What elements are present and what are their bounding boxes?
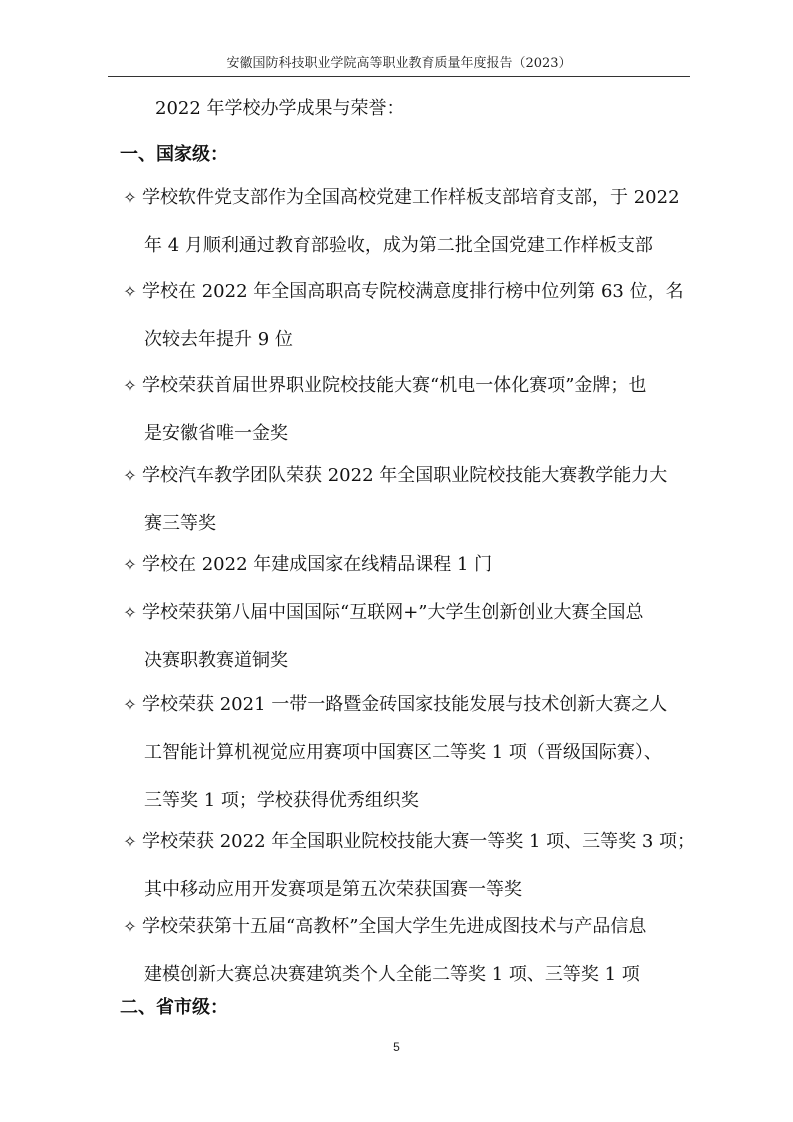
- list-item: [120, 553, 680, 577]
- section-heading-national: 一、国家级：: [120, 144, 228, 165]
- list-item-text: 年 4 月顺利通过教育部验收，成为第二批全国党建工作样板支部: [144, 235, 653, 256]
- list-item: [120, 830, 696, 902]
- diamond-outline-icon: ✧: [123, 603, 137, 622]
- list-item-text: 学校在 2022 年全国高职高专院校满意度排行榜中位列第 63 位，名: [142, 281, 684, 302]
- list-item-text: 学校荣获 2022 年全国职业院校技能大赛一等奖 1 项、三等奖 3 项；: [142, 831, 696, 852]
- page-number: 5: [393, 1040, 400, 1054]
- list-item-text: 学校荣获第八届中国国际“互联网+”大学生创新创业大赛全国总: [142, 602, 644, 623]
- diamond-outline-icon: ✧: [123, 282, 137, 301]
- diamond-outline-icon: ✧: [123, 917, 137, 936]
- list-item-text: 建模创新大赛总决赛建筑类个人全能二等奖 1 项、三等奖 1 项: [144, 964, 640, 985]
- list-item: [120, 915, 680, 987]
- list-item-text: 工智能计算机视觉应用赛项中国赛区二等奖 1 项（晋级国际赛）、: [144, 742, 662, 763]
- list-item: [120, 601, 680, 673]
- list-item-text: 其中移动应用开发赛项是第五次荣获国赛一等奖: [144, 879, 522, 900]
- diamond-outline-icon: ✧: [123, 832, 137, 851]
- diamond-outline-icon: ✧: [123, 376, 137, 395]
- list-item-text: 学校荣获第十五届“高教杯”全国大学生先进成图技术与产品信息: [142, 916, 647, 937]
- list-item: [120, 280, 684, 352]
- report-title: 安徽国防科技职业学院高等职业教育质量年度报告（2023）: [226, 56, 572, 71]
- diamond-outline-icon: ✧: [123, 695, 137, 714]
- list-item: [120, 464, 680, 536]
- list-item-text: 决赛职教赛道铜奖: [144, 650, 288, 671]
- list-item: [120, 186, 680, 258]
- list-item-text: 学校汽车教学团队荣获 2022 年全国职业院校技能大赛教学能力大: [142, 465, 668, 486]
- list-item-text: 学校软件党支部作为全国高校党建工作样板支部培育支部，于 2022: [142, 187, 680, 208]
- diamond-outline-icon: ✧: [123, 555, 137, 574]
- list-item: [120, 693, 680, 813]
- list-item-text: 三等奖 1 项；学校获得优秀组织奖: [144, 790, 419, 811]
- list-item-text: 学校荣获 2021 一带一路暨金砖国家技能发展与技术创新大赛之人: [142, 694, 668, 715]
- list-item-text: 是安徽省唯一金奖: [144, 423, 288, 444]
- section-heading-provincial: 二、省市级：: [120, 997, 228, 1018]
- list-item-text: 次较去年提升 9 位: [144, 329, 293, 350]
- list-item-text: 学校荣获首届世界职业院校技能大赛“机电一体化赛项”金牌；也: [142, 375, 647, 396]
- list-item: [120, 374, 680, 446]
- diamond-outline-icon: ✧: [123, 466, 137, 485]
- diamond-outline-icon: ✧: [123, 188, 137, 207]
- header-divider: [108, 76, 690, 77]
- intro-text: 2022 年学校办学成果与荣誉：: [155, 98, 405, 119]
- list-item-text: 学校在 2022 年建成国家在线精品课程 1 门: [142, 554, 493, 575]
- list-item-text: 赛三等奖: [144, 513, 216, 534]
